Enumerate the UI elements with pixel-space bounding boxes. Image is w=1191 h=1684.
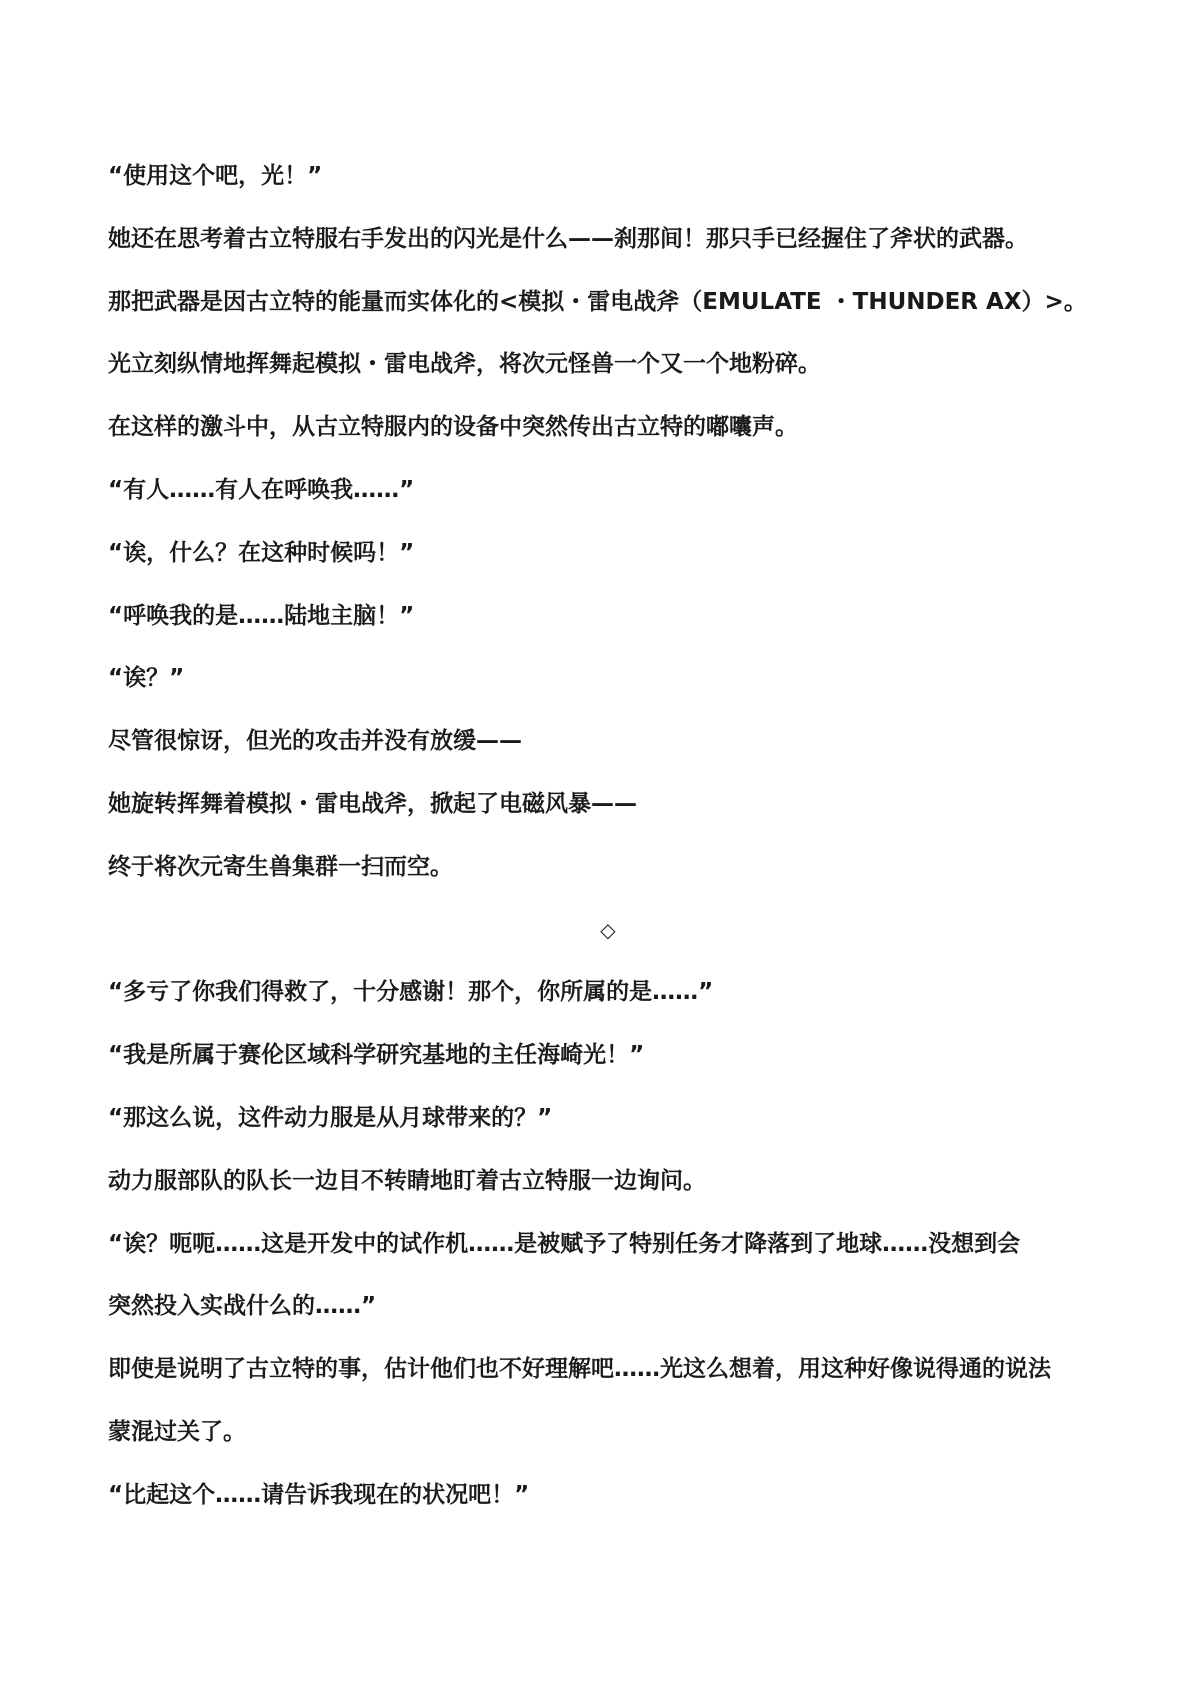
scene-separator: ◇ <box>600 917 616 942</box>
text-line: “我是所属于赛伦区域科学研究基地的主任海崎光！” <box>108 1042 645 1069</box>
text-line: 光立刻纵情地挥舞起模拟・雷电战斧，将次元怪兽一个又一个地粉碎。 <box>108 351 821 378</box>
text-line: “使用这个吧，光！” <box>108 163 323 189</box>
text-line: 她还在思考着古立特服右手发出的闪光是什么——刹那间！那只手已经握住了斧状的武器。 <box>108 225 1028 252</box>
text-line: 终于将次元寄生兽集群一扫而空。 <box>108 853 453 880</box>
text-line: 即使是说明了古立特的事，估计他们也不好理解吧……光这么想着，用这种好像说得通的说法 <box>108 1356 1051 1383</box>
text-line: 动力服部队的队长一边目不转睛地盯着古立特服一边询问。 <box>108 1167 706 1194</box>
text-line: 那把武器是因古立特的能量而实体化的<模拟・雷电战斧（EMULATE ・THUNDER AX）>。 <box>108 288 1087 315</box>
text-line: “呼唤我的是……陆地主脑！” <box>108 602 415 629</box>
text-line: “那这么说，这件动力服是从月球带来的？” <box>108 1104 553 1131</box>
text-line: “比起这个……请告诉我现在的状况吧！” <box>108 1481 530 1508</box>
text-line: 她旋转挥舞着模拟・雷电战斧，掀起了电磁风暴—— <box>108 790 637 817</box>
text-line: “多亏了你我们得救了，十分感谢！那个，你所属的是……” <box>108 979 714 1006</box>
text-line: “诶？” <box>108 665 185 692</box>
text-line: 突然投入实战什么的……” <box>108 1293 377 1320</box>
text-line: 在这样的激斗中，从古立特服内的设备中突然传出古立特的嘟囔声。 <box>108 414 798 441</box>
text-line: “有人……有人在呼唤我……” <box>108 476 415 503</box>
body-text <box>108 145 1108 1527</box>
text-line: “诶，什么？在这种时候吗！” <box>108 539 415 566</box>
text-line: 尽管很惊讶，但光的攻击并没有放缓—— <box>108 728 522 755</box>
text-line: “诶？呃呃……这是开发中的试作机……是被赋予了特别任务才降落到了地球……没想到会 <box>108 1230 1021 1257</box>
text-line: 蒙混过关了。 <box>108 1418 246 1445</box>
